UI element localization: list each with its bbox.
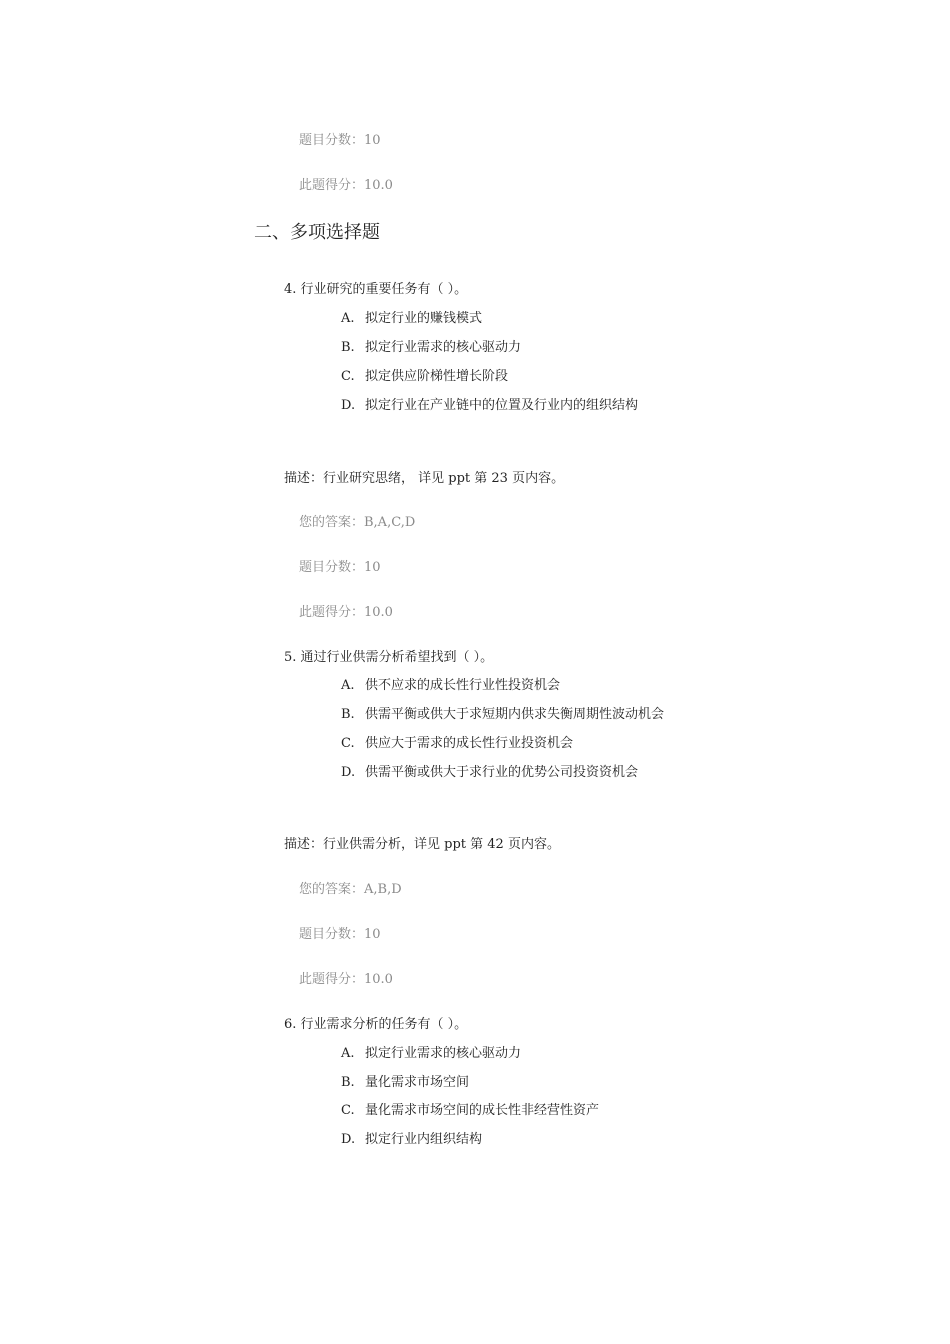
option-letter: B. [341,340,355,355]
option-a [341,307,482,326]
option-b [341,1071,469,1090]
option-letter: D. [341,398,356,413]
question-description: 描述：行业供需分析，详见 ppt 第 42 页内容。 [284,837,560,852]
your-answer: 您的答案：A,B,D [299,882,402,897]
question-description: 描述：行业研究思绪， 详见 ppt 第 23 页内容。 [284,471,565,486]
question-score: 题目分数：10 [299,133,381,148]
option-text: 供应大于需求的成长性行业投资机会 [365,736,574,751]
question-earned: 此题得分：10.0 [299,605,393,620]
option-text: 拟定行业的赚钱模式 [365,311,483,326]
option-text: 拟定行业在产业链中的位置及行业内的组织结构 [365,398,639,413]
your-answer: 您的答案：B,A,C,D [299,515,416,530]
option-c [341,365,508,384]
option-b [341,336,521,355]
option-d [341,761,638,780]
option-letter: B. [341,707,355,722]
question-score: 题目分数：10 [299,927,381,942]
option-text: 拟定行业需求的核心驱动力 [365,1046,522,1061]
option-letter: A. [341,678,355,693]
section-title: 二、多项选择题 [254,222,380,243]
option-d [341,394,638,413]
option-text: 供需平衡或供大于求行业的优势公司投资资机会 [365,765,639,780]
option-text: 拟定行业需求的核心驱动力 [365,340,522,355]
question-earned: 此题得分：10.0 [299,972,393,987]
option-letter: C. [341,369,355,384]
question-stem: 4. 行业研究的重要任务有（ ）。 [284,282,468,297]
option-c [341,732,573,751]
option-text: 供不应求的成长性行业性投资机会 [365,678,561,693]
option-letter: C. [341,1103,355,1118]
option-text: 量化需求市场空间的成长性非经营性资产 [365,1103,600,1118]
option-letter: D. [341,1132,356,1147]
option-text: 供需平衡或供大于求短期内供求失衡周期性波动机会 [365,707,665,722]
question-stem: 5. 通过行业供需分析希望找到（ ）。 [284,650,494,665]
question-score: 题目分数：10 [299,560,381,575]
option-d [341,1128,482,1147]
option-text: 拟定供应阶梯性增长阶段 [365,369,509,384]
option-a [341,674,560,693]
question-earned: 此题得分：10.0 [299,178,393,193]
question-stem: 6. 行业需求分析的任务有（ ）。 [284,1017,468,1032]
option-a [341,1042,521,1061]
option-letter: D. [341,765,356,780]
option-letter: A. [341,1046,355,1061]
option-c [341,1099,599,1118]
option-letter: C. [341,736,355,751]
option-text: 量化需求市场空间 [365,1075,470,1090]
option-b [341,703,664,722]
option-letter: A. [341,311,355,326]
option-letter: B. [341,1075,355,1090]
option-text: 拟定行业内组织结构 [365,1132,483,1147]
